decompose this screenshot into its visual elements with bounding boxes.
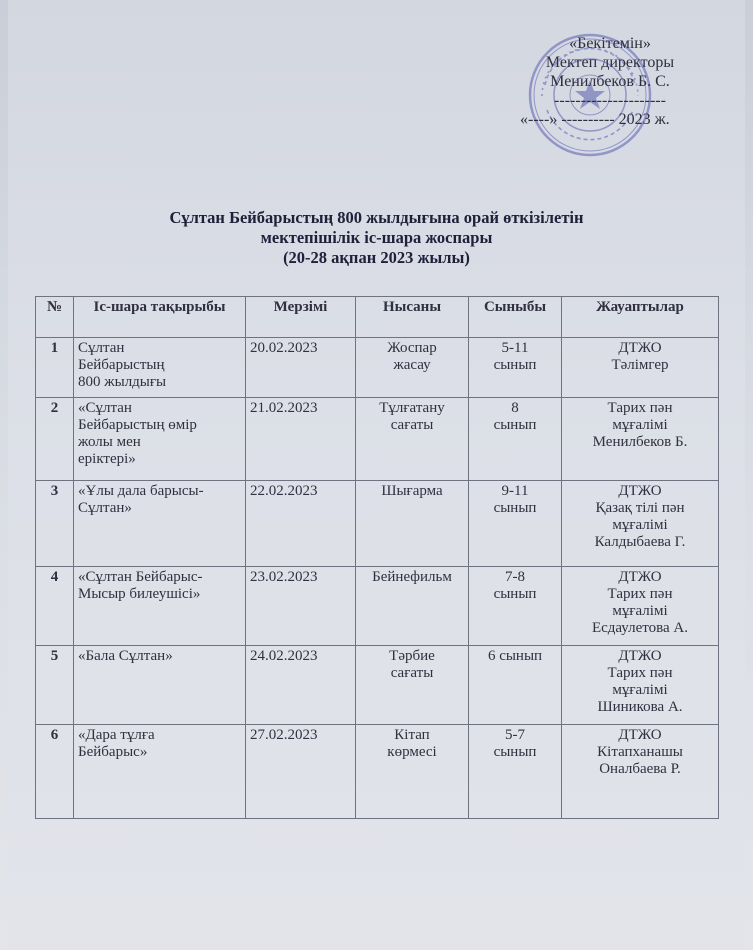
table-body	[36, 338, 719, 819]
cell-grade-line: 9-11	[501, 483, 529, 499]
cell-topic-line: жолы мен	[78, 434, 141, 450]
cell-responsible-line: мұғалімі	[612, 517, 668, 533]
cell-responsible	[562, 398, 719, 481]
cell-responsible-line: Шиникова А.	[597, 699, 683, 715]
cell-responsible-line: Менилбеков Б.	[592, 434, 688, 450]
cell-topic	[74, 338, 246, 398]
cell-responsible	[562, 567, 719, 646]
cell-topic-line: Бейбарыс»	[78, 744, 148, 760]
cell-responsible-line: Тарих пән	[607, 665, 673, 681]
cell-grade	[469, 481, 562, 567]
cell-form-line: Шығарма	[381, 483, 443, 499]
cell-responsible-line: ДТЖО	[618, 483, 662, 499]
cell-topic-line: еріктері»	[78, 451, 136, 467]
cell-grade-line: сынып	[493, 586, 537, 602]
cell-date: 23.02.2023	[246, 567, 356, 646]
cell-topic-line: «Сұлтан Бейбарыс-	[78, 569, 203, 585]
table-row	[36, 398, 719, 481]
cell-form-line: сағаты	[390, 417, 434, 433]
table-header-row	[36, 297, 719, 338]
cell-number: 3	[36, 481, 74, 567]
cell-grade-line: сынып	[493, 357, 537, 373]
cell-date: 22.02.2023	[246, 481, 356, 567]
table-row	[36, 725, 719, 819]
cell-topic-line: 800 жылдығы	[78, 374, 167, 390]
cell-number: 6	[36, 725, 74, 819]
cell-form-line: Тәрбие	[389, 648, 435, 664]
cell-topic-line: Бейбарыстың	[78, 357, 165, 373]
cell-form	[356, 338, 469, 398]
cell-grade-line: 5-7	[505, 727, 525, 743]
cell-form	[356, 398, 469, 481]
cell-form	[356, 481, 469, 567]
cell-grade-line: сынып	[493, 500, 537, 516]
approval-heading: «Бекітемін»	[569, 35, 651, 52]
cell-responsible-line: мұғалімі	[612, 603, 668, 619]
cell-grade	[469, 646, 562, 725]
cell-responsible-line: Тарих пән	[607, 586, 673, 602]
cell-number: 4	[36, 567, 74, 646]
cell-topic-line: «Сұлтан	[78, 400, 132, 416]
table-row	[36, 481, 719, 567]
cell-topic-line: Бейбарыстың өмір	[78, 417, 197, 433]
cell-topic-line: «Ұлы дала барысы-	[78, 483, 204, 499]
cell-topic	[74, 646, 246, 725]
table-row	[36, 567, 719, 646]
cell-form	[356, 725, 469, 819]
cell-grade-line: 8	[511, 400, 519, 416]
cell-responsible-line: Қазақ тілі пән	[595, 500, 685, 516]
cell-date: 24.02.2023	[246, 646, 356, 725]
cell-form-line: Бейнефильм	[372, 569, 452, 585]
cell-grade-line: 6 сынып	[487, 648, 543, 664]
cell-form-line: көрмесі	[387, 744, 437, 760]
cell-topic-line: Сұлтан	[78, 340, 125, 356]
cell-grade-line: сынып	[493, 417, 537, 433]
cell-form	[356, 646, 469, 725]
cell-date: 27.02.2023	[246, 725, 356, 819]
cell-form-line: жасау	[393, 357, 431, 373]
cell-grade	[469, 725, 562, 819]
cell-number: 1	[36, 338, 74, 398]
cell-grade	[469, 338, 562, 398]
header-form: Нысаны	[356, 297, 469, 338]
cell-form	[356, 567, 469, 646]
cell-topic-line: Мысыр билеушісі»	[78, 586, 201, 602]
table-row	[36, 338, 719, 398]
cell-form-line: Жоспар	[387, 340, 437, 356]
header-date: Мерзімі	[246, 297, 356, 338]
cell-grade	[469, 567, 562, 646]
cell-responsible-line: ДТЖО	[618, 727, 662, 743]
cell-topic-line: «Бала Сұлтан»	[78, 648, 173, 664]
cell-grade-line: 7-8	[505, 569, 525, 585]
cell-responsible	[562, 481, 719, 567]
title-line-1: Сұлтан Бейбарыстың 800 жылдығына орай өткізілетін	[169, 208, 584, 227]
cell-number: 5	[36, 646, 74, 725]
cell-topic-line: Сұлтан»	[78, 500, 132, 516]
cell-responsible	[562, 338, 719, 398]
approval-position: Мектеп директоры	[545, 54, 675, 71]
cell-form-line: Кітап	[394, 727, 430, 743]
cell-grade	[469, 398, 562, 481]
header-topic: Іс-шара тақырыбы	[74, 297, 246, 338]
approval-signature-line: ---------------------	[554, 92, 666, 109]
header-number: №	[36, 297, 74, 338]
cell-responsible-line: Тәлімгер	[611, 357, 669, 373]
approval-date: «----» ---------- 2023 ж.	[520, 111, 670, 128]
cell-date: 21.02.2023	[246, 398, 356, 481]
cell-responsible-line: мұғалімі	[612, 682, 668, 698]
cell-topic	[74, 567, 246, 646]
title-line-3: (20-28 ақпан 2023 жылы)	[283, 248, 470, 267]
cell-responsible-line: Тарих пән	[607, 400, 673, 416]
approval-block	[510, 34, 710, 129]
cell-responsible-line: мұғалімі	[612, 417, 668, 433]
event-plan-table	[35, 296, 719, 819]
cell-responsible	[562, 725, 719, 819]
cell-form-line: сағаты	[390, 665, 434, 681]
document-title	[0, 208, 753, 268]
cell-responsible	[562, 646, 719, 725]
cell-date: 20.02.2023	[246, 338, 356, 398]
cell-number: 2	[36, 398, 74, 481]
cell-topic	[74, 398, 246, 481]
cell-topic	[74, 725, 246, 819]
cell-responsible-line: ДТЖО	[618, 648, 662, 664]
cell-responsible-line: Кітапханашы	[597, 744, 683, 760]
header-grade: Сыныбы	[469, 297, 562, 338]
cell-responsible-line: ДТЖО	[618, 569, 662, 585]
cell-form-line: Тұлғатану	[379, 400, 445, 416]
cell-responsible-line: Есдаулетова А.	[591, 620, 689, 636]
cell-grade-line: сынып	[493, 744, 537, 760]
cell-responsible-line: Оналбаева Р.	[599, 761, 681, 777]
cell-responsible-line: ДТЖО	[618, 340, 662, 356]
cell-grade-line: 5-11	[501, 340, 529, 356]
table-row	[36, 646, 719, 725]
cell-topic-line: «Дара тұлға	[78, 727, 155, 743]
title-line-2: мектепішілік іс-шара жоспары	[260, 228, 493, 247]
header-responsible: Жауаптылар	[562, 297, 719, 338]
approval-name: Менилбеков Б. С.	[550, 73, 670, 90]
cell-responsible-line: Калдыбаева Г.	[594, 534, 686, 550]
cell-topic	[74, 481, 246, 567]
